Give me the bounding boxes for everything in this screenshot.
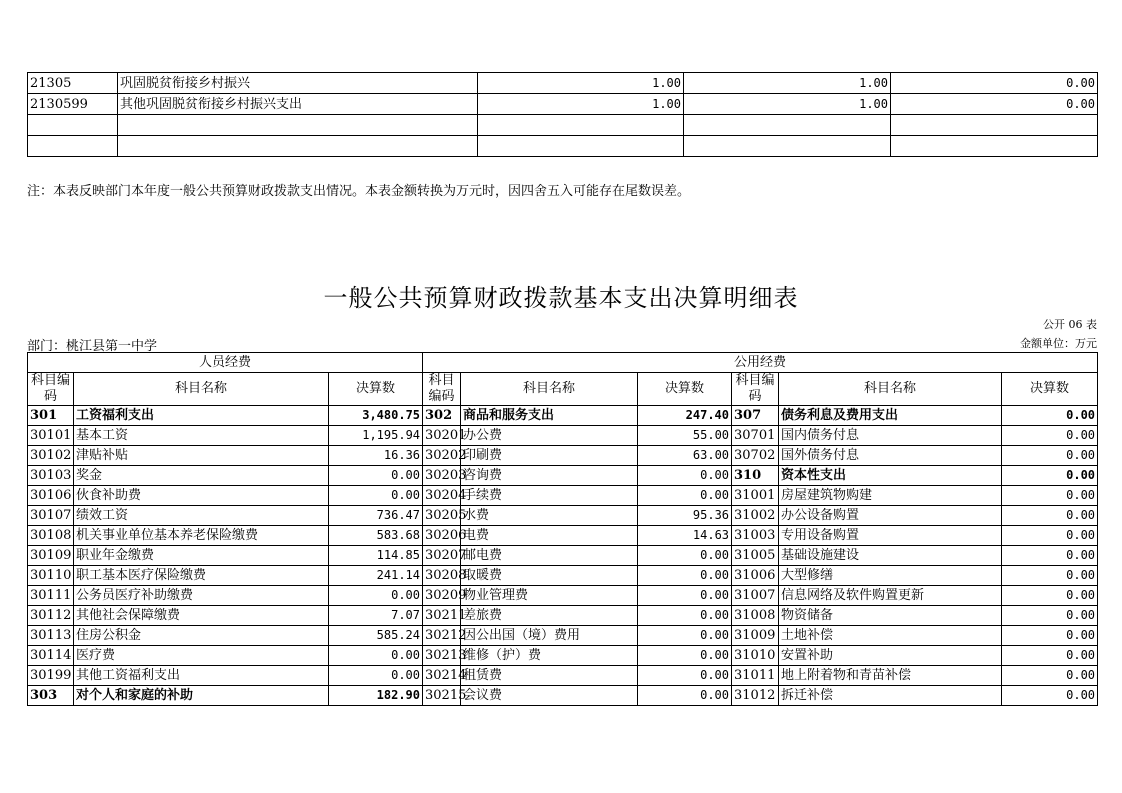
header-amount-3: 决算数 xyxy=(1002,373,1098,406)
public-code: 30212 xyxy=(423,626,461,646)
capital-name: 国内债务付息 xyxy=(779,426,1002,446)
capital-code: 31005 xyxy=(732,546,779,566)
capital-amount: 0.00 xyxy=(1002,486,1098,506)
header-code-2: 科目编码 xyxy=(423,373,461,406)
capital-amount: 0.00 xyxy=(1002,546,1098,566)
personnel-amount: 7.07 xyxy=(329,606,423,626)
personnel-amount: 0.00 xyxy=(329,466,423,486)
department-label: 部门：桃江县第一中学 xyxy=(27,339,158,354)
capital-name: 专用设备购置 xyxy=(779,526,1002,546)
header-name-2: 科目名称 xyxy=(461,373,638,406)
public-amount: 63.00 xyxy=(638,446,732,466)
public-amount: 0.00 xyxy=(638,566,732,586)
amount-cell: 1.00 xyxy=(478,94,684,115)
table-row xyxy=(28,426,1098,446)
public-amount: 0.00 xyxy=(638,666,732,686)
column-header-row xyxy=(28,373,1098,406)
personnel-amount: 0.00 xyxy=(329,646,423,666)
capital-name: 国外债务付息 xyxy=(779,446,1002,466)
public-amount: 95.36 xyxy=(638,506,732,526)
capital-code: 31002 xyxy=(732,506,779,526)
personnel-code: 301 xyxy=(28,406,74,426)
table-row xyxy=(28,566,1098,586)
group-personnel: 人员经费 xyxy=(28,353,423,373)
personnel-code: 30111 xyxy=(28,586,74,606)
capital-name: 地上附着物和青苗补偿 xyxy=(779,666,1002,686)
table-row xyxy=(28,466,1098,486)
public-amount: 14.63 xyxy=(638,526,732,546)
public-name: 咨询费 xyxy=(461,466,638,486)
subject-name xyxy=(118,115,478,136)
public-amount: 0.00 xyxy=(638,486,732,506)
group-public: 公用经费 xyxy=(423,353,1098,373)
capital-code: 31007 xyxy=(732,586,779,606)
capital-code: 31008 xyxy=(732,606,779,626)
capital-code: 31003 xyxy=(732,526,779,546)
top-expenditure-table xyxy=(27,72,1098,157)
personnel-name: 绩效工资 xyxy=(74,506,329,526)
public-amount: 0.00 xyxy=(638,626,732,646)
public-amount: 247.40 xyxy=(638,406,732,426)
public-code: 302 xyxy=(423,406,461,426)
personnel-name: 工资福利支出 xyxy=(74,406,329,426)
amount-cell xyxy=(478,115,684,136)
personnel-name: 医疗费 xyxy=(74,646,329,666)
personnel-name: 公务员医疗补助缴费 xyxy=(74,586,329,606)
capital-amount: 0.00 xyxy=(1002,466,1098,486)
table-row xyxy=(28,486,1098,506)
capital-amount: 0.00 xyxy=(1002,606,1098,626)
personnel-code: 30106 xyxy=(28,486,74,506)
capital-amount: 0.00 xyxy=(1002,586,1098,606)
capital-name: 安置补助 xyxy=(779,646,1002,666)
public-amount: 0.00 xyxy=(638,466,732,486)
amount-cell xyxy=(684,115,891,136)
header-code-3: 科目编码 xyxy=(732,373,779,406)
personnel-code: 30113 xyxy=(28,626,74,646)
subject-code: 21305 xyxy=(28,73,118,94)
personnel-code: 30112 xyxy=(28,606,74,626)
capital-name: 信息网络及软件购置更新 xyxy=(779,586,1002,606)
subject-code: 2130599 xyxy=(28,94,118,115)
capital-amount: 0.00 xyxy=(1002,566,1098,586)
public-name: 水费 xyxy=(461,506,638,526)
public-name: 办公费 xyxy=(461,426,638,446)
capital-amount: 0.00 xyxy=(1002,406,1098,426)
capital-code: 30702 xyxy=(732,446,779,466)
public-code: 30208 xyxy=(423,566,461,586)
table-row xyxy=(28,586,1098,606)
capital-name: 物资储备 xyxy=(779,606,1002,626)
capital-code: 310 xyxy=(732,466,779,486)
public-code: 30202 xyxy=(423,446,461,466)
header-code-1: 科目编码 xyxy=(28,373,74,406)
public-code: 30215 xyxy=(423,686,461,706)
table-row xyxy=(28,666,1098,686)
personnel-name: 住房公积金 xyxy=(74,626,329,646)
capital-code: 31006 xyxy=(732,566,779,586)
personnel-amount: 241.14 xyxy=(329,566,423,586)
personnel-amount: 583.68 xyxy=(329,526,423,546)
capital-name: 土地补偿 xyxy=(779,626,1002,646)
public-code: 30201 xyxy=(423,426,461,446)
subject-name: 其他巩固脱贫衔接乡村振兴支出 xyxy=(118,94,478,115)
public-code: 30214 xyxy=(423,666,461,686)
public-amount: 0.00 xyxy=(638,546,732,566)
table-row xyxy=(28,626,1098,646)
personnel-name: 津贴补贴 xyxy=(74,446,329,466)
personnel-code: 30101 xyxy=(28,426,74,446)
table-row xyxy=(28,546,1098,566)
personnel-amount: 3,480.75 xyxy=(329,406,423,426)
capital-amount: 0.00 xyxy=(1002,686,1098,706)
capital-amount: 0.00 xyxy=(1002,526,1098,546)
personnel-amount: 0.00 xyxy=(329,586,423,606)
capital-amount: 0.00 xyxy=(1002,666,1098,686)
public-amount: 0.00 xyxy=(638,686,732,706)
personnel-code: 30110 xyxy=(28,566,74,586)
table-row xyxy=(28,115,1098,136)
capital-name: 债务利息及费用支出 xyxy=(779,406,1002,426)
capital-amount: 0.00 xyxy=(1002,446,1098,466)
capital-amount: 0.00 xyxy=(1002,426,1098,446)
amount-cell: 0.00 xyxy=(891,94,1098,115)
amount-cell: 0.00 xyxy=(891,73,1098,94)
public-name: 取暖费 xyxy=(461,566,638,586)
amount-cell: 1.00 xyxy=(684,73,891,94)
personnel-name: 职工基本医疗保险缴费 xyxy=(74,566,329,586)
public-name: 会议费 xyxy=(461,686,638,706)
personnel-code: 30107 xyxy=(28,506,74,526)
subject-name: 巩固脱贫衔接乡村振兴 xyxy=(118,73,478,94)
public-name: 电费 xyxy=(461,526,638,546)
capital-name: 大型修缮 xyxy=(779,566,1002,586)
public-code: 30209 xyxy=(423,586,461,606)
table-row xyxy=(28,136,1098,157)
public-amount: 0.00 xyxy=(638,646,732,666)
amount-cell xyxy=(478,136,684,157)
public-code: 30206 xyxy=(423,526,461,546)
personnel-code: 30109 xyxy=(28,546,74,566)
table-row xyxy=(28,406,1098,426)
table-row xyxy=(28,446,1098,466)
table-row xyxy=(28,506,1098,526)
capital-name: 资本性支出 xyxy=(779,466,1002,486)
public-name: 商品和服务支出 xyxy=(461,406,638,426)
basic-expenditure-table xyxy=(27,352,1098,706)
header-amount-2: 决算数 xyxy=(638,373,732,406)
public-code: 30211 xyxy=(423,606,461,626)
personnel-name: 伙食补助费 xyxy=(74,486,329,506)
header-name-1: 科目名称 xyxy=(74,373,329,406)
personnel-amount: 114.85 xyxy=(329,546,423,566)
capital-code: 31009 xyxy=(732,626,779,646)
subject-name xyxy=(118,136,478,157)
capital-name: 办公设备购置 xyxy=(779,506,1002,526)
public-amount: 55.00 xyxy=(638,426,732,446)
table-row xyxy=(28,94,1098,115)
public-amount: 0.00 xyxy=(638,606,732,626)
capital-name: 房屋建筑物购建 xyxy=(779,486,1002,506)
public-name: 印刷费 xyxy=(461,446,638,466)
public-code: 30213 xyxy=(423,646,461,666)
capital-name: 基础设施建设 xyxy=(779,546,1002,566)
header-amount-1: 决算数 xyxy=(329,373,423,406)
group-header-row xyxy=(28,353,1098,373)
personnel-amount: 585.24 xyxy=(329,626,423,646)
amount-cell xyxy=(891,136,1098,157)
table-note: 注：本表反映部门本年度一般公共预算财政拨款支出情况。本表金额转换为万元时，因四舍五入可能存在尾数误差。 xyxy=(27,184,691,199)
capital-code: 31001 xyxy=(732,486,779,506)
capital-name: 拆迁补偿 xyxy=(779,686,1002,706)
public-name: 手续费 xyxy=(461,486,638,506)
table-row xyxy=(28,73,1098,94)
capital-code: 31011 xyxy=(732,666,779,686)
personnel-amount: 1,195.94 xyxy=(329,426,423,446)
public-name: 因公出国（境）费用 xyxy=(461,626,638,646)
personnel-name: 对个人和家庭的补助 xyxy=(74,686,329,706)
page-title: 一般公共预算财政拨款基本支出决算明细表 xyxy=(323,284,799,312)
public-code: 30207 xyxy=(423,546,461,566)
personnel-name: 职业年金缴费 xyxy=(74,546,329,566)
public-name: 邮电费 xyxy=(461,546,638,566)
amount-cell xyxy=(684,136,891,157)
table-row xyxy=(28,606,1098,626)
personnel-amount: 182.90 xyxy=(329,686,423,706)
amount-cell: 1.00 xyxy=(684,94,891,115)
amount-cell xyxy=(891,115,1098,136)
capital-amount: 0.00 xyxy=(1002,506,1098,526)
personnel-code: 30102 xyxy=(28,446,74,466)
subject-code xyxy=(28,115,118,136)
personnel-name: 奖金 xyxy=(74,466,329,486)
personnel-code: 30103 xyxy=(28,466,74,486)
table-row xyxy=(28,686,1098,706)
personnel-code: 30108 xyxy=(28,526,74,546)
personnel-code: 30199 xyxy=(28,666,74,686)
personnel-name: 机关事业单位基本养老保险缴费 xyxy=(74,526,329,546)
personnel-name: 其他工资福利支出 xyxy=(74,666,329,686)
personnel-code: 30114 xyxy=(28,646,74,666)
table-row xyxy=(28,526,1098,546)
capital-code: 307 xyxy=(732,406,779,426)
personnel-name: 基本工资 xyxy=(74,426,329,446)
public-code: 30204 xyxy=(423,486,461,506)
public-code: 30203 xyxy=(423,466,461,486)
public-name: 差旅费 xyxy=(461,606,638,626)
public-name: 物业管理费 xyxy=(461,586,638,606)
public-amount: 0.00 xyxy=(638,586,732,606)
subject-code xyxy=(28,136,118,157)
capital-amount: 0.00 xyxy=(1002,626,1098,646)
personnel-name: 其他社会保障缴费 xyxy=(74,606,329,626)
public-name: 租赁费 xyxy=(461,666,638,686)
capital-amount: 0.00 xyxy=(1002,646,1098,666)
amount-unit-label: 金额单位：万元 xyxy=(1020,337,1097,350)
capital-code: 31012 xyxy=(732,686,779,706)
public-name: 维修（护）费 xyxy=(461,646,638,666)
capital-code: 30701 xyxy=(732,426,779,446)
personnel-amount: 16.36 xyxy=(329,446,423,466)
header-name-3: 科目名称 xyxy=(779,373,1002,406)
public-code: 30205 xyxy=(423,506,461,526)
personnel-code: 303 xyxy=(28,686,74,706)
personnel-amount: 736.47 xyxy=(329,506,423,526)
capital-code: 31010 xyxy=(732,646,779,666)
amount-cell: 1.00 xyxy=(478,73,684,94)
personnel-amount: 0.00 xyxy=(329,486,423,506)
form-number: 公开 06 表 xyxy=(1043,318,1097,331)
personnel-amount: 0.00 xyxy=(329,666,423,686)
table-row xyxy=(28,646,1098,666)
